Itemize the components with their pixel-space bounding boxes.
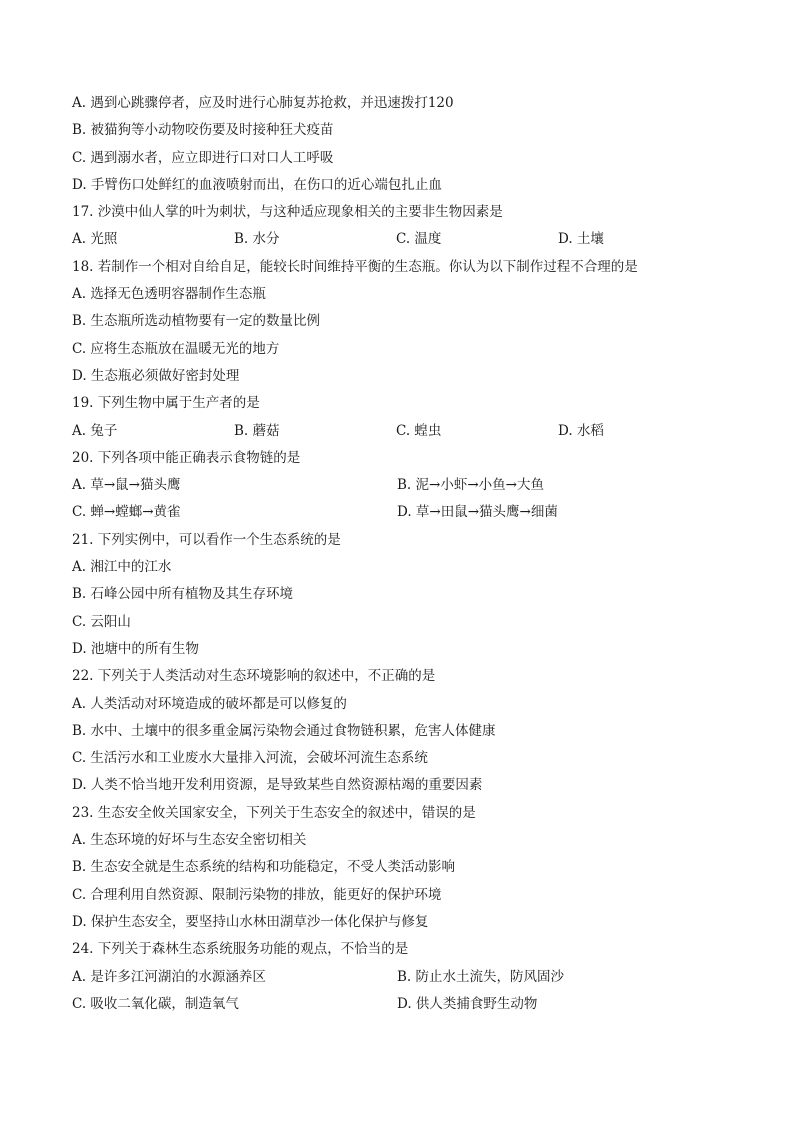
q17-option-a: A. 光照 [72,231,118,248]
q19-stem: 19. 下列生物中属于生产者的是 [72,395,260,412]
q24-stem: 24. 下列关于森林生态系统服务功能的观点，不恰当的是 [72,941,409,958]
exam-page [72,90,732,1018]
q24-option-a: A. 是许多江河湖泊的水源涵养区 [72,968,266,985]
q19-option-a: A. 兔子 [72,422,118,439]
q19-option-c: C. 蝗虫 [396,422,442,439]
q21-stem: 21. 下列实例中，可以看作一个生态系统的是 [72,531,341,548]
q17-option-c: C. 温度 [396,231,442,248]
q18-option-c: C. 应将生态瓶放在温暖无光的地方 [72,340,280,357]
q22-option-c: C. 生活污水和工业废水大量排入河流，会破坏河流生态系统 [72,750,428,767]
q22-option-b: B. 水中、土壤中的很多重金属污染物会通过食物链积累，危害人体健康 [72,722,496,739]
q16-option-d: D. 手臂伤口处鲜红的血液喷射而出，在伤口的近心端包扎止血 [72,176,442,193]
q17-options [72,226,732,253]
q22-option-d: D. 人类不恰当地开发利用资源，是导致某些自然资源枯竭的重要因素 [72,777,483,794]
q24-option-c: C. 吸收二氧化碳，制造氧气 [72,995,239,1012]
q19-option-d: D. 水稻 [558,422,604,439]
q20-option-a: A. 草→鼠→猫头鹰 [72,477,181,494]
q24-option-d: D. 供人类捕食野生动物 [397,995,538,1012]
q20-option-b: B. 泥→小虾→小鱼→大鱼 [397,477,544,494]
q24-options-row-2 [72,991,732,1018]
q23-stem: 23. 生态安全攸关国家安全，下列关于生态安全的叙述中，错误的是 [72,804,476,821]
q18-option-d: D. 生态瓶必须做好密封处理 [72,367,240,384]
q20-stem: 20. 下列各项中能正确表示食物链的是 [72,449,301,466]
q19-option-b: B. 蘑菇 [234,422,280,439]
q18-option-b: B. 生态瓶所选动植物要有一定的数量比例 [72,313,321,330]
q21-option-a: A. 湘江中的江水 [72,559,172,576]
q17-option-b: B. 水分 [234,231,280,248]
q23-option-b: B. 生态安全就是生态系统的结构和功能稳定，不受人类活动影响 [72,859,456,876]
q16-option-b: B. 被猫狗等小动物咬伤要及时接种狂犬疫苗 [72,122,334,139]
q21-option-c: C. 云阳山 [72,613,131,630]
q17-stem: 17. 沙漠中仙人掌的叶为刺状，与这种适应现象相关的主要非生物因素是 [72,204,503,221]
q21-option-b: B. 石峰公园中所有植物及其生存环境 [72,586,294,603]
q24-options-row-1 [72,964,732,991]
q20-option-c: C. 蝉→螳螂→黄雀 [72,504,181,521]
q18-stem: 18. 若制作一个相对自给自足，能较长时间维持平衡的生态瓶。你认为以下制作过程不合理的是 [72,258,638,275]
q20-options-row-1 [72,472,732,499]
q23-option-c: C. 合理利用自然资源、限制污染物的排放，能更好的保护环境 [72,886,442,903]
q23-option-d: D. 保护生态安全，要坚持山水林田湖草沙一体化保护与修复 [72,913,429,930]
q16-option-a: A. 遇到心跳骤停者，应及时进行心肺复苏抢救，并迅速拨打120 [72,95,454,111]
q20-option-d: D. 草→田鼠→猫头鹰→细菌 [397,504,558,521]
q17-option-d: D. 土壤 [558,231,604,248]
q23-option-a: A. 生态环境的好坏与生态安全密切相关 [72,832,307,849]
q19-options [72,418,732,445]
q21-option-d: D. 池塘中的所有生物 [72,640,199,657]
q18-option-a: A. 选择无色透明容器制作生态瓶 [72,286,266,303]
q22-stem: 22. 下列关于人类活动对生态环境影响的叙述中，不正确的是 [72,668,436,685]
q16-option-c: C. 遇到溺水者，应立即进行口对口人工呼吸 [72,149,334,166]
q20-options-row-2 [72,499,732,526]
q24-option-b: B. 防止水土流失，防风固沙 [397,968,565,985]
q22-option-a: A. 人类活动对环境造成的破坏都是可以修复的 [72,695,347,712]
